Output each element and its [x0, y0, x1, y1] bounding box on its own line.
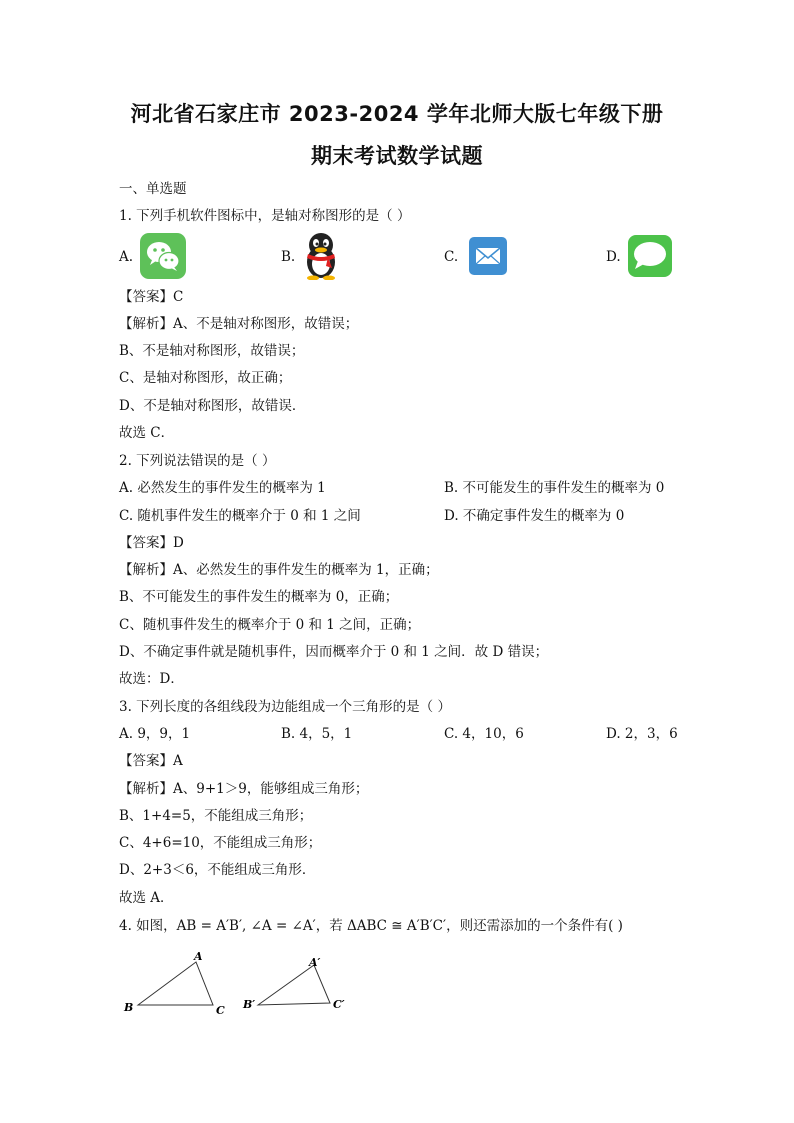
q3-analysis-4: D、2+3＜6，不能组成三角形． — [119, 862, 316, 878]
vertex-b: B — [124, 1001, 134, 1014]
q2-analysis-1: 【解析】A、必然发生的事件发生的概率为 1，正确； — [119, 562, 439, 578]
q2-analysis-5: 故选：D． — [119, 671, 184, 687]
q3-stem: 3. 下列长度的各组线段为边能组成一个三角形的是（ ） — [119, 699, 451, 715]
q2-option-a: A. 必然发生的事件发生的概率为 1 — [119, 480, 326, 496]
q1-analysis-5: 故选 C． — [119, 425, 175, 441]
q3-option-c: C. 4，10，6 — [444, 726, 524, 742]
q1-analysis-3: C、是轴对称图形，故正确； — [119, 370, 292, 386]
q3-analysis-5: 故选 A． — [119, 890, 174, 906]
wechat-icon — [140, 233, 186, 279]
section-heading: 一、单选题 — [119, 181, 187, 197]
q3-option-a: A. 9，9，1 — [119, 726, 191, 742]
q2-option-d: D. 不确定事件发生的概率为 0 — [444, 508, 625, 524]
q1-analysis-4: D、不是轴对称图形，故错误． — [119, 398, 306, 414]
q3-option-b: B. 4，5，1 — [281, 726, 353, 742]
q2-option-c: C. 随机事件发生的概率介于 0 和 1 之间 — [119, 508, 361, 524]
q1-option-b-label: B. — [281, 249, 296, 265]
q3-option-d: D. 2，3，6 — [606, 726, 678, 742]
q3-analysis-1: 【解析】A、9+1＞9，能够组成三角形； — [119, 781, 369, 797]
triangle-figure — [118, 948, 368, 1020]
q1-option-c-label: C. — [444, 249, 459, 265]
q2-answer: 【答案】D — [119, 535, 184, 551]
mail-icon — [469, 237, 507, 275]
vertex-c: C — [216, 1004, 225, 1017]
q4-stem: 4. 如图，AB = A′B′, ∠A = ∠A′，若 ΔABC ≅ A′B′C′，则还需添加的一个条件有( ) — [119, 918, 623, 934]
q3-analysis-3: C、4+6=10，不能组成三角形； — [119, 835, 322, 851]
q3-answer: 【答案】A — [119, 753, 183, 769]
q2-stem: 2. 下列说法错误的是（ ） — [119, 453, 276, 469]
title-line1: 河北省石家庄市 2023-2024 学年北师大版七年级下册 — [130, 102, 664, 126]
title-line2: 期末考试数学试题 — [311, 144, 483, 168]
q2-option-b: B. 不可能发生的事件发生的概率为 0 — [444, 480, 665, 496]
vertex-c-prime: C′ — [333, 998, 345, 1011]
q1-analysis-2: B、不是轴对称图形，故错误； — [119, 343, 305, 359]
q1-analysis-1: 【解析】A、不是轴对称图形，故错误； — [119, 316, 359, 332]
vertex-a: A — [194, 950, 203, 963]
vertex-a-prime: A′ — [309, 956, 321, 969]
q1-option-a-label: A. — [119, 249, 134, 265]
q2-analysis-3: C、随机事件发生的概率介于 0 和 1 之间，正确； — [119, 617, 421, 633]
q2-analysis-4: D、不确定事件就是随机事件，因而概率介于 0 和 1 之间．故 D 错误； — [119, 644, 549, 660]
q1-stem: 1. 下列手机软件图标中，是轴对称图形的是（ ） — [119, 208, 411, 224]
q2-analysis-2: B、不可能发生的事件发生的概率为 0，正确； — [119, 589, 399, 605]
message-bubble-icon — [628, 235, 672, 277]
qq-penguin-icon — [302, 232, 340, 280]
q1-option-d-label: D. — [606, 249, 621, 265]
q1-answer: 【答案】C — [119, 289, 184, 305]
vertex-b-prime: B′ — [243, 998, 256, 1011]
q3-analysis-2: B、1+4=5，不能组成三角形； — [119, 808, 313, 824]
